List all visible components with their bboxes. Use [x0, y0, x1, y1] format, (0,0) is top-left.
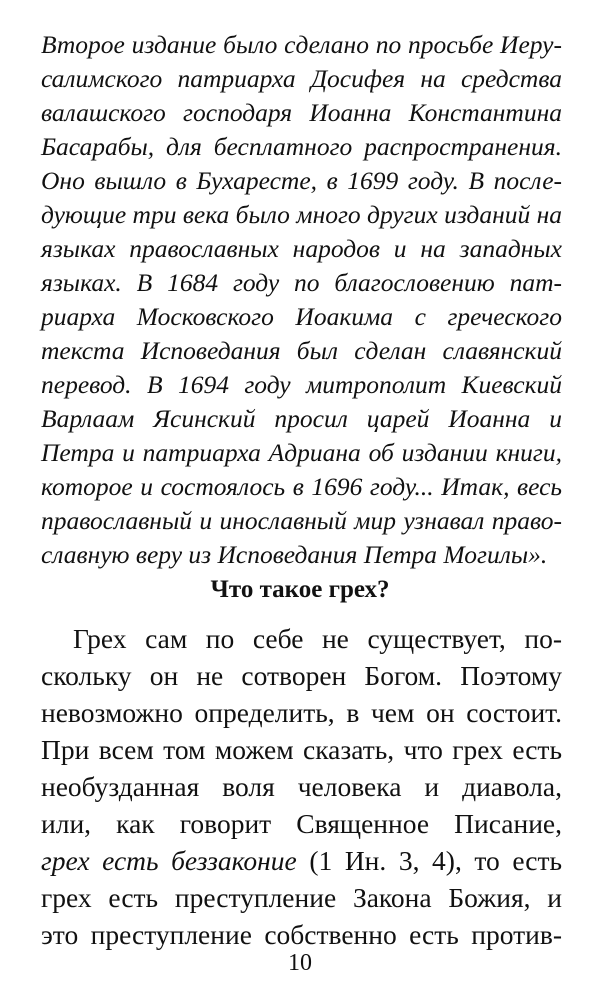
body-line-4: При всем том можем сказать, что грех есть [41, 734, 562, 765]
quote-line-6: дующие три века было много других изданий на [41, 200, 563, 229]
quote-line-4: Басарабы, для бесплатного распространения. [41, 132, 562, 161]
quote-line-2: салимского патриарха Досифея на средства [41, 64, 562, 93]
body-line-6: или, как говорит Священное Писание, [41, 808, 562, 839]
quote-line-8: языках. В 1684 году по благословению пат- [41, 268, 562, 297]
quote-line-3: валашского господаря Иоанна Константина [41, 98, 562, 127]
body-line-8: грех есть преступление Закона Божия, и [41, 882, 562, 913]
quote-line-9: риарха Московского Иоакима с греческого [41, 302, 562, 331]
scripture-reference: (1 Ин. 3, 4), то есть [296, 845, 563, 876]
body-line-7 [41, 842, 562, 880]
quote-line-12: Варлаам Ясинский просил царей Иоанна и [41, 404, 562, 433]
quote-line-16: славную веру из Исповедания Петра Могилы». [41, 540, 548, 569]
quote-line-5: Оно вышло в Бухаресте, в 1699 году. В после- [41, 166, 562, 195]
section-heading: Что такое грех? [210, 576, 390, 603]
quote-line-1: Второе издание было сделано по просьбе Иеру- [41, 30, 562, 59]
body-line-9: это преступление собственно есть против- [41, 919, 562, 950]
quote-line-15: православный и инославный мир узнавал право- [41, 506, 562, 535]
body-line-5: необузданная воля человека и диавола, [41, 771, 562, 802]
quote-line-7: языках православных народов и на западных [41, 234, 562, 263]
quote-line-13: Петра и патриарха Адриана об издании книги, [41, 438, 562, 467]
body-line-2: скольку он не сотворен Богом. Поэтому [41, 660, 562, 691]
quote-line-11: перевод. В 1694 году митрополит Киевский [41, 370, 562, 399]
quote-line-10: текста Исповедания был сделан славянский [41, 336, 562, 365]
quote-line-14: которое и состоялось в 1696 году... Итак, весь [41, 472, 562, 501]
page-number: 10 [288, 950, 312, 976]
body-line-3: невозможно определить, в чем он состоит. [41, 697, 562, 728]
scripture-quote: грех есть беззаконие [41, 845, 297, 876]
body-line-1: Грех сам по себе не существует, по- [73, 623, 562, 654]
